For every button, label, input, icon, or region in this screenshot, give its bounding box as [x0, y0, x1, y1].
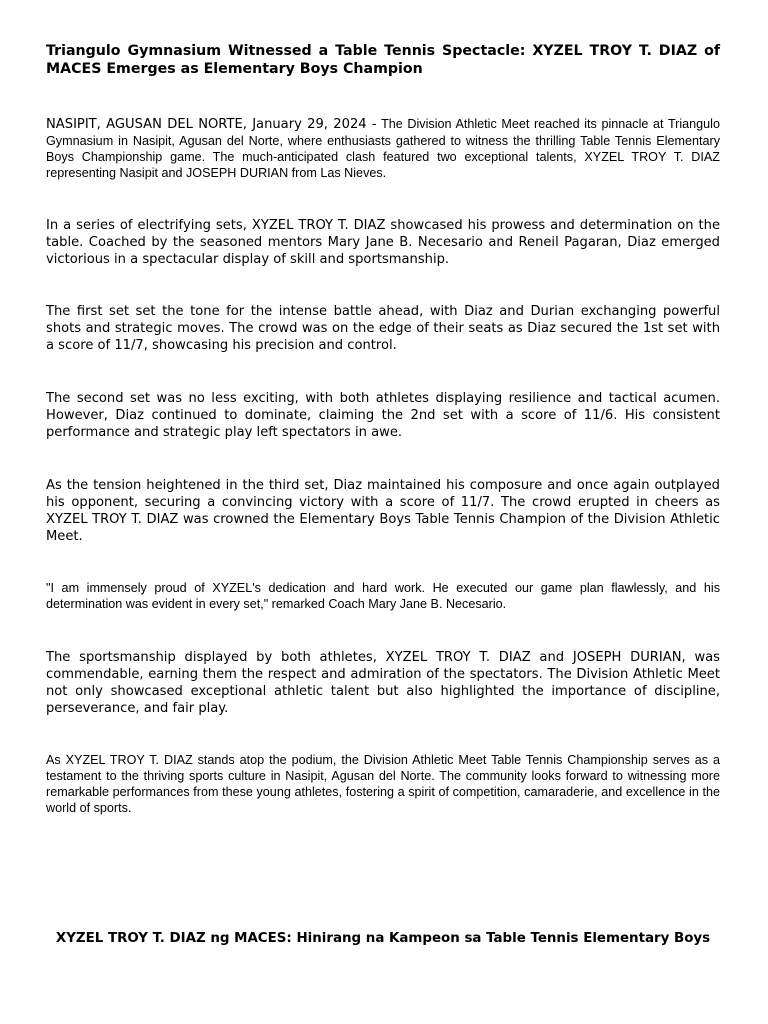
article-title: Triangulo Gymnasium Witnessed a Table Tennis Spectacle: XYZEL TROY T. DIAZ of MACES Emerges as Elementary Boys Champion [46, 43, 720, 77]
paragraph-second-set: The second set was no less exciting, with both athletes displaying resilience and tactical acumen. However, Diaz continued to dominate, claiming the 2nd set with a score of 11/6. His consistent performance and strategic play left spectators in awe. [46, 391, 720, 440]
paragraph-conclusion: As XYZEL TROY T. DIAZ stands atop the podium, the Division Athletic Meet Table Tennis Championship serves as a testament to the thriving sports culture in Nasipit, Agusan del Norte. The community looks forward to witnessing more remarkable performances from these young athletes, fostering a spirit of competition, camaraderie, and excellence in the world of sports. [46, 753, 720, 815]
paragraph-sportsmanship: The sportsmanship displayed by both athletes, XYZEL TROY T. DIAZ and JOSEPH DURIAN, was commendable, earning them the respect and admiration of the spectators. The Division Athletic Meet not only showcased exceptional athletic talent but also highlighted the importance of discipline, perseverance, and fair play. [46, 650, 720, 716]
filipino-headline: XYZEL TROY T. DIAZ ng MACES: Hinirang na Kampeon sa Table Tennis Elementary Boys [55, 931, 711, 946]
dateline: NASIPIT, AGUSAN DEL NORTE, January 29, 2024 - [46, 117, 377, 132]
intro-text: The Division Athletic Meet reached its pinnacle at Triangulo Gymnasium in Nasipit, Agusan del Norte, where enthusiasts gathered to witness the thrilling Table Tennis Elementary Boys Championship game. The much-anticipated clash featured two exceptional talents, XYZEL TROY T. DIAZ representing Nasipit and JOSEPH DURIAN from Las Nieves. [46, 117, 720, 180]
paragraph-third-set: As the tension heightened in the third set, Diaz maintained his composure and once again outplayed his opponent, securing a convincing victory with a score of 11/7. The crowd erupted in cheers as XYZEL TROY T. DIAZ was crowned the Elementary Boys Table Tennis Champion of the Division Athletic Meet. [46, 478, 720, 544]
intro-paragraph [46, 116, 720, 181]
paragraph-coach-quote: "I am immensely proud of XYZEL's dedication and hard work. He executed our game plan flawlessly, and his determination was evident in every set," remarked Coach Mary Jane B. Necesario. [46, 581, 720, 611]
paragraph-sets-overview: In a series of electrifying sets, XYZEL TROY T. DIAZ showcased his prowess and determination on the table. Coached by the seasoned mentors Mary Jane B. Necesario and Reneil Pagaran, Diaz emerged victorious in a spectacular display of skill and sportsmanship. [46, 218, 720, 267]
paragraph-first-set: The first set set the tone for the intense battle ahead, with Diaz and Durian exchanging powerful shots and strategic moves. The crowd was on the edge of their seats as Diaz secured the 1st set with a score of 11/7, showcasing his precision and control. [46, 304, 720, 353]
